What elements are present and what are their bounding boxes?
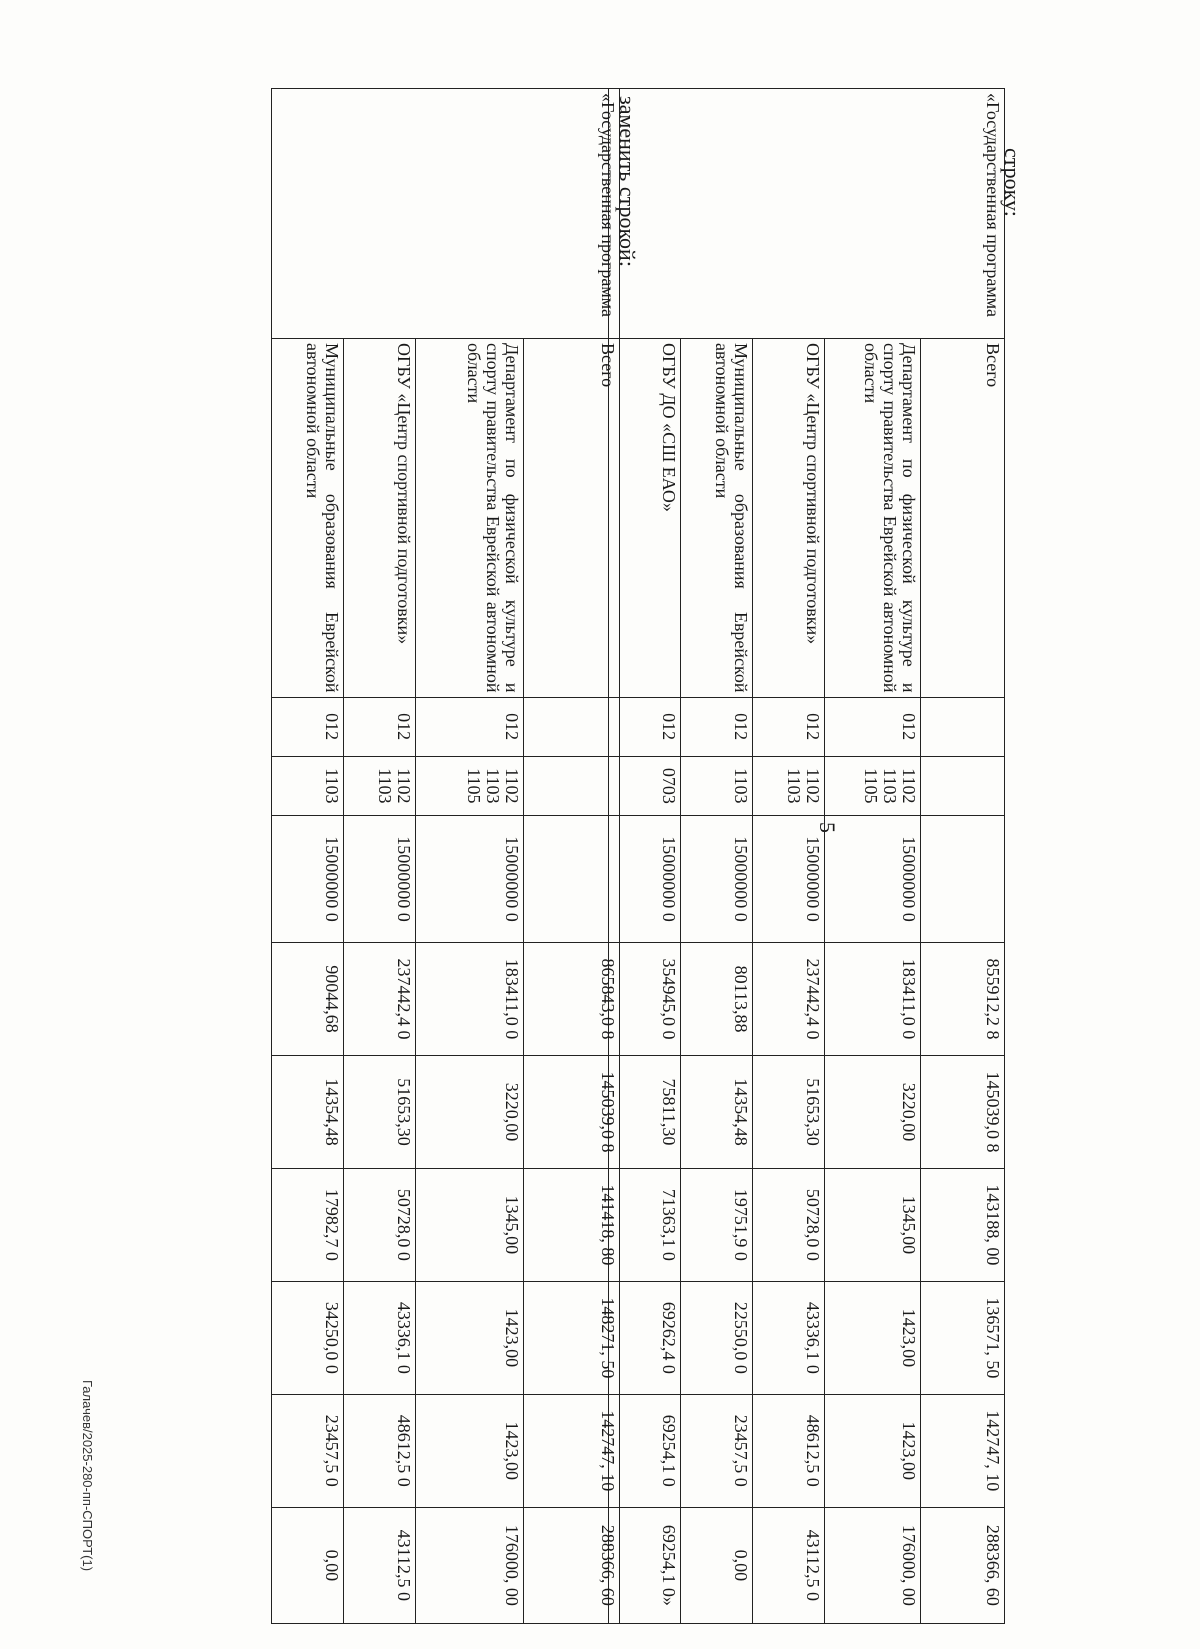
value-cell: 142747, 10 (921, 1394, 1005, 1507)
table-row (524, 89, 620, 1624)
value-cell: 23457,5 0 (272, 1394, 344, 1507)
heading-replace: заменить строкой: (615, 96, 640, 267)
value-cell: 012 (416, 697, 524, 756)
value-cell: 855912,2 8 (921, 943, 1005, 1056)
value-cell: 51653,30 (753, 1056, 825, 1169)
value-cell: 15000000 0 (272, 815, 344, 942)
value-cell: 176000, 00 (416, 1507, 524, 1623)
value-cell: 69262,4 0 (609, 1281, 681, 1394)
value-cell (524, 756, 620, 815)
value-cell: 288366, 60 (524, 1507, 620, 1623)
value-cell (921, 697, 1005, 756)
executor-cell: Муниципальные образования Еврейской автономной области (681, 338, 753, 697)
value-cell: 3220,00 (416, 1056, 524, 1169)
value-cell: 141418, 80 (524, 1168, 620, 1281)
value-cell: 1103 (681, 756, 753, 815)
value-cell: 43112,5 0 (344, 1507, 416, 1623)
value-cell: 1345,00 (825, 1168, 921, 1281)
value-cell: 1102 1103 1105 (825, 756, 921, 815)
value-cell: 1423,00 (416, 1394, 524, 1507)
value-cell: 145039,0 8 (921, 1056, 1005, 1169)
value-cell: 15000000 0 (825, 815, 921, 942)
value-cell: 012 (344, 697, 416, 756)
value-cell: 15000000 0 (609, 815, 681, 942)
value-cell: 148271, 50 (524, 1281, 620, 1394)
value-cell (524, 697, 620, 756)
value-cell (921, 815, 1005, 942)
program-label-cell: «Государственная программа (272, 89, 620, 339)
value-cell: 3220,00 (825, 1056, 921, 1169)
heading-row: строку: (1000, 148, 1025, 217)
value-cell: 1103 (272, 756, 344, 815)
value-cell: 012 (753, 697, 825, 756)
value-cell (921, 756, 1005, 815)
value-cell: 1423,00 (825, 1281, 921, 1394)
value-cell: 51653,30 (344, 1056, 416, 1169)
value-cell: 237442,4 0 (344, 943, 416, 1056)
value-cell: 145039,0 8 (524, 1056, 620, 1169)
value-cell: 288366, 60 (921, 1507, 1005, 1623)
executor-cell: Всего (921, 338, 1005, 697)
value-cell: 17982,7 0 (272, 1168, 344, 1281)
value-cell: 0703 (609, 756, 681, 815)
value-cell: 69254,1 0» (609, 1507, 681, 1623)
value-cell: 1102 1103 1105 (416, 756, 524, 815)
value-cell: 1102 1103 (753, 756, 825, 815)
value-cell: 237442,4 0 (753, 943, 825, 1056)
value-cell: 1423,00 (825, 1394, 921, 1507)
value-cell: 19751,9 0 (681, 1168, 753, 1281)
executor-cell: ОГБУ ДО «СШ ЕАО» (609, 338, 681, 697)
table-new-body (272, 89, 620, 1624)
value-cell: 1345,00 (416, 1168, 524, 1281)
value-cell: 1423,00 (416, 1281, 524, 1394)
value-cell: 012 (609, 697, 681, 756)
value-cell: 15000000 0 (344, 815, 416, 942)
value-cell: 34250,0 0 (272, 1281, 344, 1394)
executor-cell: ОГБУ «Центр спортивной подготовки» (344, 338, 416, 697)
value-cell: 43336,1 0 (753, 1281, 825, 1394)
table-new (271, 88, 620, 1624)
value-cell: 75811,30 (609, 1056, 681, 1169)
value-cell: 48612,5 0 (344, 1394, 416, 1507)
value-cell: 23457,5 0 (681, 1394, 753, 1507)
table-old (608, 88, 1005, 1624)
value-cell: 183411,0 0 (416, 943, 524, 1056)
program-label-cell: «Государственная программа (609, 89, 1005, 339)
table-row (921, 89, 1005, 1624)
value-cell: 71363,1 0 (609, 1168, 681, 1281)
value-cell: 43112,5 0 (753, 1507, 825, 1623)
value-cell: 69254,1 0 (609, 1394, 681, 1507)
value-cell: 80113,88 (681, 943, 753, 1056)
value-cell (524, 815, 620, 942)
table-old-body (609, 89, 1005, 1624)
value-cell: 012 (825, 697, 921, 756)
value-cell: 50728,0 0 (753, 1168, 825, 1281)
value-cell: 50728,0 0 (344, 1168, 416, 1281)
page-number: 5 (815, 822, 840, 833)
value-cell: 1102 1103 (344, 756, 416, 815)
value-cell: 48612,5 0 (753, 1394, 825, 1507)
executor-cell: Департамент по физической культуре и спорту правительства Еврейской автономной области (825, 338, 921, 697)
value-cell: 0,00 (681, 1507, 753, 1623)
executor-cell: Всего (524, 338, 620, 697)
value-cell: 176000, 00 (825, 1507, 921, 1623)
footer-filename: Галачев/2025-280-пп-СПОРТ(1) (80, 1380, 95, 1572)
value-cell: 15000000 0 (681, 815, 753, 942)
value-cell: 90044,68 (272, 943, 344, 1056)
value-cell: 012 (681, 697, 753, 756)
value-cell: 142747, 10 (524, 1394, 620, 1507)
executor-cell: Муниципальные образования Еврейской автономной области (272, 338, 344, 697)
value-cell: 143188, 00 (921, 1168, 1005, 1281)
value-cell: 15000000 0 (753, 815, 825, 942)
value-cell: 865843,0 8 (524, 943, 620, 1056)
value-cell: 14354,48 (681, 1056, 753, 1169)
value-cell: 0,00 (272, 1507, 344, 1623)
value-cell: 15000000 0 (416, 815, 524, 942)
value-cell: 012 (272, 697, 344, 756)
value-cell: 136571, 50 (921, 1281, 1005, 1394)
executor-cell: Департамент по физической культуре и спорту правительства Еврейской автономной области (416, 338, 524, 697)
value-cell: 22550,0 0 (681, 1281, 753, 1394)
value-cell: 43336,1 0 (344, 1281, 416, 1394)
executor-cell: ОГБУ «Центр спортивной подготовки» (753, 338, 825, 697)
value-cell: 354945,0 0 (609, 943, 681, 1056)
value-cell: 14354,48 (272, 1056, 344, 1169)
value-cell: 183411,0 0 (825, 943, 921, 1056)
